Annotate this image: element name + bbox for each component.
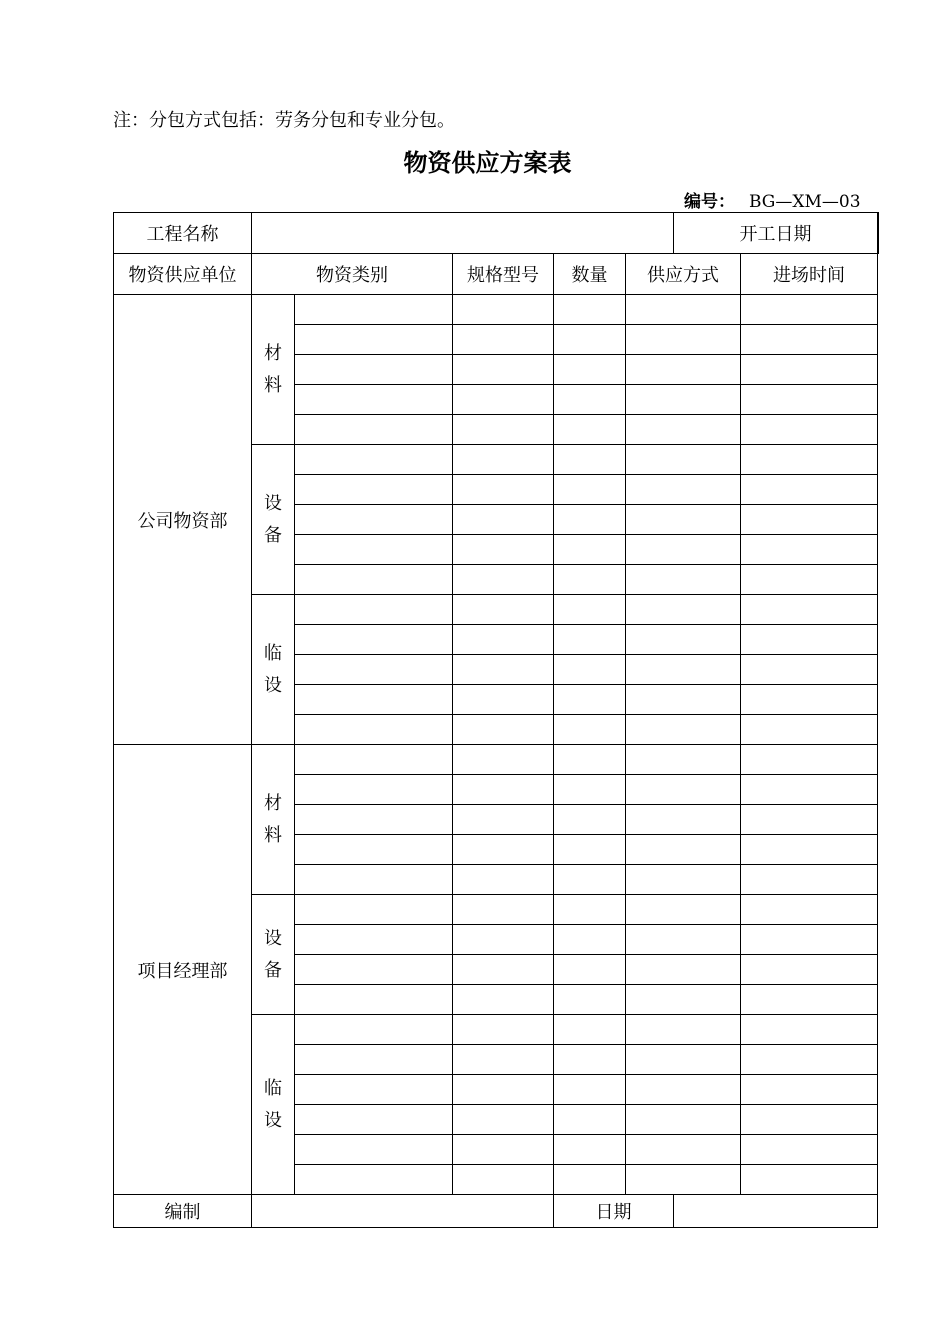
spec-cell[interactable] (453, 1105, 554, 1135)
spec-cell[interactable] (453, 535, 554, 565)
supply-method-cell[interactable] (626, 445, 741, 475)
quantity-cell[interactable] (554, 505, 626, 535)
item-name-cell[interactable] (295, 475, 453, 505)
supply-unit-cell: 项目经理部 (114, 745, 252, 1195)
category-cell (252, 745, 295, 895)
arrival-time-cell[interactable] (741, 865, 878, 895)
supply-method-cell[interactable] (626, 505, 741, 535)
quantity-cell[interactable] (554, 415, 626, 445)
supply-method-cell[interactable] (626, 355, 741, 385)
item-name-cell[interactable] (295, 775, 453, 805)
quantity-cell[interactable] (554, 895, 626, 925)
start-date-field[interactable] (878, 213, 879, 254)
item-name-cell[interactable] (295, 415, 453, 445)
category-cell (252, 445, 295, 595)
col-header-supply-method: 供应方式 (626, 254, 741, 295)
item-name-cell[interactable] (295, 355, 453, 385)
spec-cell[interactable] (453, 355, 554, 385)
category-char: 设 (264, 927, 282, 949)
col-header-arrival-time: 进场时间 (741, 254, 878, 295)
supply-unit-cell: 公司物资部 (114, 295, 252, 745)
col-header-spec: 规格型号 (453, 254, 554, 295)
arrival-time-cell[interactable] (741, 745, 878, 775)
supply-method-cell[interactable] (626, 1075, 741, 1105)
arrival-time-cell[interactable] (741, 1165, 878, 1195)
spec-cell[interactable] (453, 445, 554, 475)
supply-method-cell[interactable] (626, 835, 741, 865)
arrival-time-cell[interactable] (741, 985, 878, 1015)
supply-method-cell[interactable] (626, 685, 741, 715)
category-char: 材 (264, 792, 282, 814)
col-header-quantity: 数量 (554, 254, 626, 295)
quantity-cell[interactable] (554, 625, 626, 655)
arrival-time-cell[interactable] (741, 445, 878, 475)
item-name-cell[interactable] (295, 325, 453, 355)
supply-method-cell[interactable] (626, 955, 741, 985)
spec-cell[interactable] (453, 745, 554, 775)
spec-cell[interactable] (453, 925, 554, 955)
supply-method-cell[interactable] (626, 295, 741, 325)
quantity-cell[interactable] (554, 1105, 626, 1135)
supply-method-cell[interactable] (626, 595, 741, 625)
arrival-time-cell[interactable] (741, 955, 878, 985)
quantity-cell[interactable] (554, 1015, 626, 1045)
table-row (114, 745, 879, 775)
quantity-cell[interactable] (554, 445, 626, 475)
quantity-cell[interactable] (554, 865, 626, 895)
item-name-cell[interactable] (295, 715, 453, 745)
quantity-cell[interactable] (554, 595, 626, 625)
item-name-cell[interactable] (295, 385, 453, 415)
arrival-time-cell[interactable] (741, 1135, 878, 1165)
spec-cell[interactable] (453, 1045, 554, 1075)
item-name-cell[interactable] (295, 505, 453, 535)
spec-cell[interactable] (453, 595, 554, 625)
supply-method-cell[interactable] (626, 1015, 741, 1045)
spec-cell[interactable] (453, 985, 554, 1015)
spec-cell[interactable] (453, 865, 554, 895)
date-label: 日期 (554, 1195, 674, 1228)
supply-method-cell[interactable] (626, 565, 741, 595)
quantity-cell[interactable] (554, 325, 626, 355)
table-row (114, 295, 879, 325)
supply-method-cell[interactable] (626, 1165, 741, 1195)
date-field[interactable] (674, 1195, 878, 1228)
quantity-cell[interactable] (554, 1075, 626, 1105)
spec-cell[interactable] (453, 1075, 554, 1105)
item-name-cell[interactable] (295, 1135, 453, 1165)
arrival-time-cell[interactable] (741, 565, 878, 595)
quantity-cell[interactable] (554, 925, 626, 955)
quantity-cell[interactable] (554, 1135, 626, 1165)
item-name-cell[interactable] (295, 745, 453, 775)
arrival-time-cell[interactable] (741, 655, 878, 685)
item-name-cell[interactable] (295, 1045, 453, 1075)
spec-cell[interactable] (453, 895, 554, 925)
spec-cell[interactable] (453, 1015, 554, 1045)
spec-cell[interactable] (453, 565, 554, 595)
arrival-time-cell[interactable] (741, 505, 878, 535)
spec-cell[interactable] (453, 385, 554, 415)
supply-method-cell[interactable] (626, 475, 741, 505)
item-name-cell[interactable] (295, 535, 453, 565)
item-name-cell[interactable] (295, 595, 453, 625)
quantity-cell[interactable] (554, 955, 626, 985)
category-char: 设 (264, 1109, 282, 1131)
arrival-time-cell[interactable] (741, 895, 878, 925)
item-name-cell[interactable] (295, 655, 453, 685)
quantity-cell[interactable] (554, 1045, 626, 1075)
supply-method-cell[interactable] (626, 745, 741, 775)
quantity-cell[interactable] (554, 985, 626, 1015)
spec-cell[interactable] (453, 775, 554, 805)
supply-method-cell[interactable] (626, 1135, 741, 1165)
spec-cell[interactable] (453, 475, 554, 505)
form-code-value: BG—XM—03 (749, 192, 861, 212)
arrival-time-cell[interactable] (741, 1015, 878, 1045)
item-name-cell[interactable] (295, 955, 453, 985)
arrival-time-cell[interactable] (741, 1075, 878, 1105)
quantity-cell[interactable] (554, 385, 626, 415)
item-name-cell[interactable] (295, 1015, 453, 1045)
quantity-cell[interactable] (554, 655, 626, 685)
arrival-time-cell[interactable] (741, 355, 878, 385)
quantity-cell[interactable] (554, 805, 626, 835)
category-cell (252, 295, 295, 445)
col-header-supply-unit: 物资供应单位 (114, 254, 252, 295)
supply-method-cell[interactable] (626, 625, 741, 655)
supply-method-cell[interactable] (626, 865, 741, 895)
item-name-cell[interactable] (295, 1075, 453, 1105)
spec-cell[interactable] (453, 655, 554, 685)
supply-method-cell[interactable] (626, 325, 741, 355)
quantity-cell[interactable] (554, 835, 626, 865)
supply-method-cell[interactable] (626, 1105, 741, 1135)
category-cell (252, 895, 295, 1015)
quantity-cell[interactable] (554, 745, 626, 775)
supply-method-cell[interactable] (626, 805, 741, 835)
spec-cell[interactable] (453, 1135, 554, 1165)
arrival-time-cell[interactable] (741, 835, 878, 865)
item-name-cell[interactable] (295, 565, 453, 595)
quantity-cell[interactable] (554, 715, 626, 745)
supply-method-cell[interactable] (626, 775, 741, 805)
quantity-cell[interactable] (554, 475, 626, 505)
prepared-by-field[interactable] (252, 1195, 554, 1228)
form-code-label: 编号： (684, 192, 735, 212)
supply-method-cell[interactable] (626, 895, 741, 925)
category-char: 设 (264, 492, 282, 514)
project-name-label: 工程名称 (114, 213, 252, 254)
category-char: 料 (264, 824, 282, 846)
col-header-category: 物资类别 (252, 254, 453, 295)
supply-method-cell[interactable] (626, 385, 741, 415)
prepared-by-label: 编制 (114, 1195, 252, 1228)
arrival-time-cell[interactable] (741, 925, 878, 955)
supply-method-cell[interactable] (626, 1045, 741, 1075)
spec-cell[interactable] (453, 685, 554, 715)
spec-cell[interactable] (453, 295, 554, 325)
item-name-cell[interactable] (295, 895, 453, 925)
spec-cell[interactable] (453, 625, 554, 655)
arrival-time-cell[interactable] (741, 325, 878, 355)
quantity-cell[interactable] (554, 775, 626, 805)
arrival-time-cell[interactable] (741, 805, 878, 835)
item-name-cell[interactable] (295, 925, 453, 955)
arrival-time-cell[interactable] (741, 775, 878, 805)
category-char: 临 (264, 642, 282, 664)
supply-method-cell[interactable] (626, 655, 741, 685)
spec-cell[interactable] (453, 835, 554, 865)
project-name-field[interactable] (252, 213, 674, 254)
arrival-time-cell[interactable] (741, 415, 878, 445)
quantity-cell[interactable] (554, 565, 626, 595)
category-char: 备 (264, 524, 282, 546)
form-code (684, 187, 861, 212)
quantity-cell[interactable] (554, 355, 626, 385)
supply-method-cell[interactable] (626, 985, 741, 1015)
arrival-time-cell[interactable] (741, 535, 878, 565)
quantity-cell[interactable] (554, 295, 626, 325)
quantity-cell[interactable] (554, 1165, 626, 1195)
item-name-cell[interactable] (295, 985, 453, 1015)
item-name-cell[interactable] (295, 445, 453, 475)
arrival-time-cell[interactable] (741, 685, 878, 715)
arrival-time-cell[interactable] (741, 1045, 878, 1075)
item-name-cell[interactable] (295, 295, 453, 325)
item-name-cell[interactable] (295, 1105, 453, 1135)
form-title: 物资供应方案表 (403, 148, 572, 177)
category-char: 临 (264, 1077, 282, 1099)
spec-cell[interactable] (453, 715, 554, 745)
spec-cell[interactable] (453, 415, 554, 445)
supply-method-cell[interactable] (626, 415, 741, 445)
start-date-label: 开工日期 (674, 213, 878, 254)
item-name-cell[interactable] (295, 625, 453, 655)
footer-row (114, 1195, 879, 1228)
arrival-time-cell[interactable] (741, 595, 878, 625)
supply-method-cell[interactable] (626, 535, 741, 565)
spec-cell[interactable] (453, 1165, 554, 1195)
item-name-cell[interactable] (295, 865, 453, 895)
item-name-cell[interactable] (295, 1165, 453, 1195)
item-name-cell[interactable] (295, 685, 453, 715)
quantity-cell[interactable] (554, 685, 626, 715)
spec-cell[interactable] (453, 325, 554, 355)
item-name-cell[interactable] (295, 835, 453, 865)
supply-method-cell[interactable] (626, 715, 741, 745)
item-name-cell[interactable] (295, 805, 453, 835)
arrival-time-cell[interactable] (741, 715, 878, 745)
arrival-time-cell[interactable] (741, 475, 878, 505)
category-char: 设 (264, 674, 282, 696)
arrival-time-cell[interactable] (741, 385, 878, 415)
form-note: 注：分包方式包括：劳务分包和专业分包。 (113, 110, 455, 131)
spec-cell[interactable] (453, 805, 554, 835)
supply-method-cell[interactable] (626, 925, 741, 955)
spec-cell[interactable] (453, 955, 554, 985)
column-header-row (114, 254, 879, 295)
arrival-time-cell[interactable] (741, 625, 878, 655)
quantity-cell[interactable] (554, 535, 626, 565)
project-row (114, 213, 879, 254)
category-char: 材 (264, 342, 282, 364)
arrival-time-cell[interactable] (741, 1105, 878, 1135)
arrival-time-cell[interactable] (741, 295, 878, 325)
category-char: 备 (264, 959, 282, 981)
category-cell (252, 595, 295, 745)
spec-cell[interactable] (453, 505, 554, 535)
category-char: 料 (264, 374, 282, 396)
material-supply-table (113, 212, 879, 1228)
category-cell (252, 1015, 295, 1195)
